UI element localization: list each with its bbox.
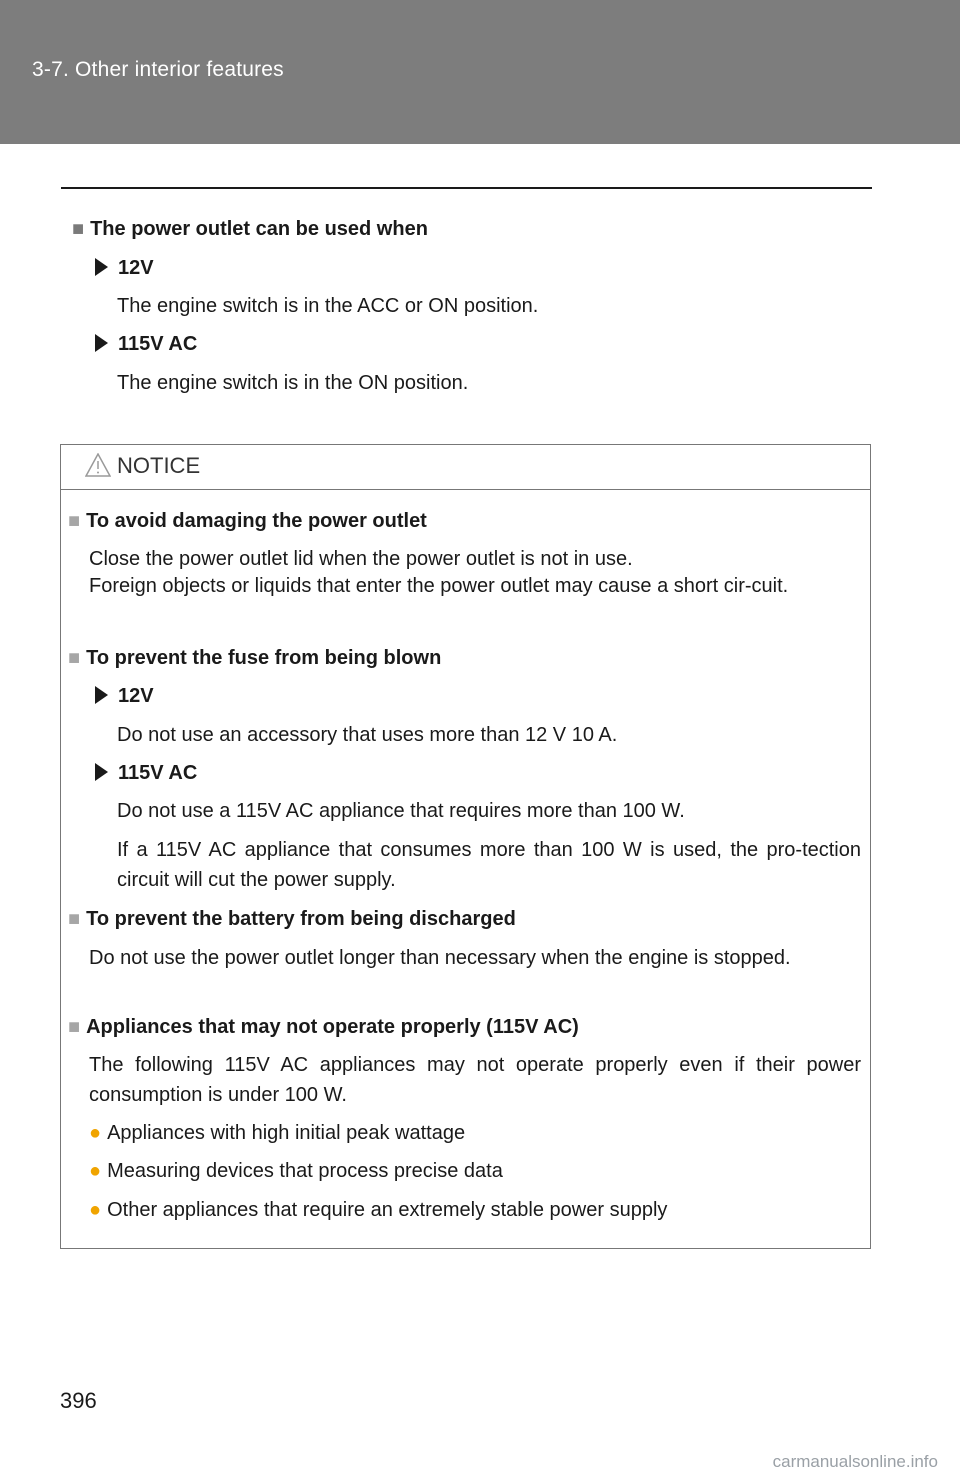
appliance-bullet-row (89, 1118, 465, 1148)
triangle-arrow-icon (95, 686, 108, 704)
fuse-heading: To prevent the fuse from being blown (86, 647, 442, 669)
damage-heading: To avoid damaging the power outlet (86, 510, 427, 532)
damage-heading-row (68, 506, 427, 536)
triangle-arrow-icon (95, 763, 108, 781)
list-item: Appliances with high initial peak wattage (107, 1122, 466, 1144)
watermark[interactable]: carmanualsonline.info (772, 1452, 938, 1471)
usage-item-text: The engine switch is in the ON position. (117, 372, 469, 394)
battery-heading-row (68, 904, 516, 934)
list-item: Other appliances that require an extremely stable power supply (107, 1199, 668, 1221)
list-item: Measuring devices that process precise data (107, 1160, 503, 1182)
square-marker-icon: ■ (68, 510, 81, 532)
bullet-dot-icon: ● (89, 1199, 102, 1221)
appliance-bullet-row (89, 1195, 667, 1225)
battery-text: Do not use the power outlet longer than necessary when the engine is stopped. (89, 947, 791, 969)
appliances-heading-row (68, 1012, 579, 1042)
usage-item-label: 115V AC (118, 333, 198, 355)
square-marker-icon: ■ (72, 218, 85, 240)
square-marker-icon: ■ (68, 908, 81, 930)
usage-item-text: The engine switch is in the ACC or ON position. (117, 295, 539, 317)
page-number: 396 (60, 1388, 97, 1413)
bullet-dot-icon: ● (89, 1122, 102, 1144)
triangle-arrow-icon (95, 258, 108, 276)
damage-line-1: Close the power outlet lid when the power outlet is not in use. (89, 548, 633, 570)
usage-item-label: 12V (118, 257, 154, 279)
warning-triangle-icon (85, 453, 111, 477)
appliances-heading: Appliances that may not operate properly (115V AC) (86, 1016, 579, 1038)
header-band (0, 0, 960, 144)
square-marker-icon: ■ (68, 647, 81, 669)
fuse-heading-row (68, 643, 441, 673)
fuse-item-label: 115V AC (118, 762, 198, 784)
appliance-bullet-row (89, 1156, 503, 1186)
fuse-item-115v-label-row (95, 758, 197, 788)
battery-heading: To prevent the battery from being discharged (86, 908, 516, 930)
section-title: 3-7. Other interior features (32, 58, 284, 81)
bullet-dot-icon: ● (89, 1160, 102, 1182)
notice-divider (61, 489, 870, 490)
damage-line-2: Foreign objects or liquids that enter the power outlet may cause a short cir-cuit. (89, 575, 789, 597)
appliances-text: The following 115V AC appliances may not operate properly even if their power consumption is under 100 W. (89, 1054, 861, 1106)
triangle-arrow-icon (95, 334, 108, 352)
fuse-item-12v-label-row (95, 681, 154, 711)
usage-heading: The power outlet can be used when (90, 218, 428, 240)
fuse-item-text: Do not use a 115V AC appliance that requires more than 100 W. (117, 800, 685, 822)
usage-item-12v-label-row (95, 253, 154, 283)
usage-item-115v-label-row (95, 329, 197, 359)
fuse-item-text: Do not use an accessory that uses more than 12 V 10 A. (117, 724, 618, 746)
square-marker-icon: ■ (68, 1016, 81, 1038)
fuse-item-label: 12V (118, 685, 154, 707)
top-rule (61, 187, 872, 189)
notice-title: NOTICE (117, 453, 201, 478)
usage-heading-row (72, 214, 428, 244)
fuse-item-text-2: If a 115V AC appliance that consumes more than 100 W is used, the pro-tection circuit will cut the power supply. (117, 839, 861, 891)
